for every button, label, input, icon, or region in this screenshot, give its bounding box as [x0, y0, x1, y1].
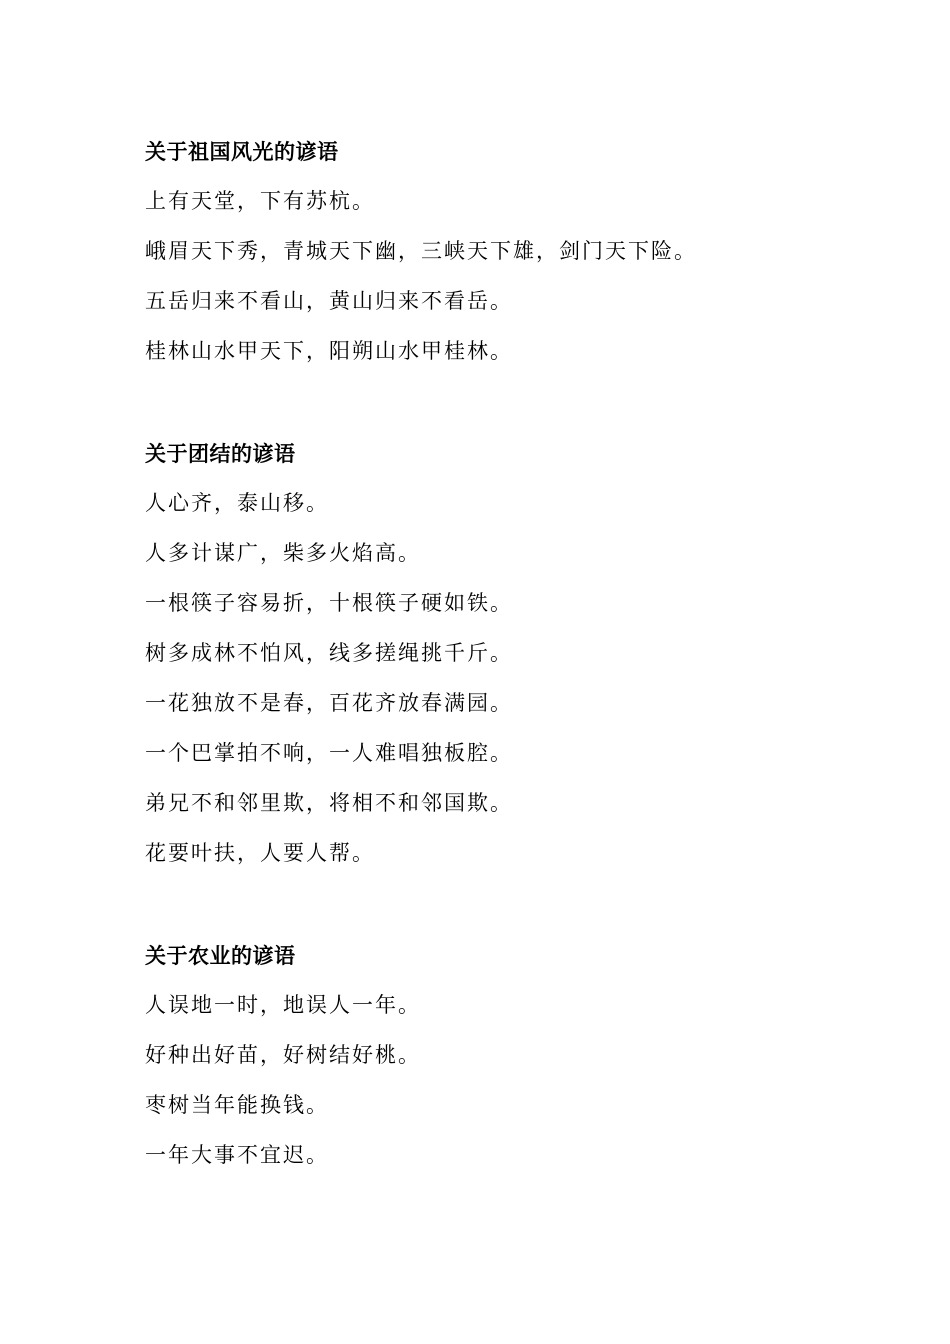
section-unity	[145, 440, 905, 867]
proverb-line: 桂林山水甲天下，阳朔山水甲桂林。	[145, 339, 513, 363]
proverb-line: 一花独放不是春，百花齐放春满园。	[145, 691, 513, 715]
section-scenery	[145, 138, 905, 365]
proverb-line: 一年大事不宜迟。	[145, 1143, 329, 1167]
section-heading: 关于团结的谚语	[145, 442, 296, 466]
proverb-line: 好种出好苗，好树结好桃。	[145, 1043, 421, 1067]
proverb-line: 弟兄不和邻里欺，将相不和邻国欺。	[145, 791, 513, 815]
proverb-line: 峨眉天下秀，青城天下幽，三峡天下雄，剑门天下险。	[145, 239, 697, 263]
proverb-line: 一根筷子容易折，十根筷子硬如铁。	[145, 591, 513, 615]
section-heading: 关于农业的谚语	[145, 944, 296, 968]
proverb-line: 花要叶扶，人要人帮。	[145, 841, 375, 865]
section-heading: 关于祖国风光的谚语	[145, 140, 339, 164]
proverb-line: 树多成林不怕风，线多搓绳挑千斤。	[145, 641, 513, 665]
proverb-line: 人误地一时，地误人一年。	[145, 993, 421, 1017]
proverb-line: 五岳归来不看山，黄山归来不看岳。	[145, 289, 513, 313]
proverb-line: 一个巴掌拍不响，一人难唱独板腔。	[145, 741, 513, 765]
document-page	[145, 138, 905, 1191]
proverb-line: 枣树当年能换钱。	[145, 1093, 329, 1117]
proverb-line: 人心齐，泰山移。	[145, 491, 329, 515]
section-agriculture	[145, 942, 905, 1169]
proverb-line: 人多计谋广，柴多火焰高。	[145, 541, 421, 565]
proverb-line: 上有天堂，下有苏杭。	[145, 189, 375, 213]
